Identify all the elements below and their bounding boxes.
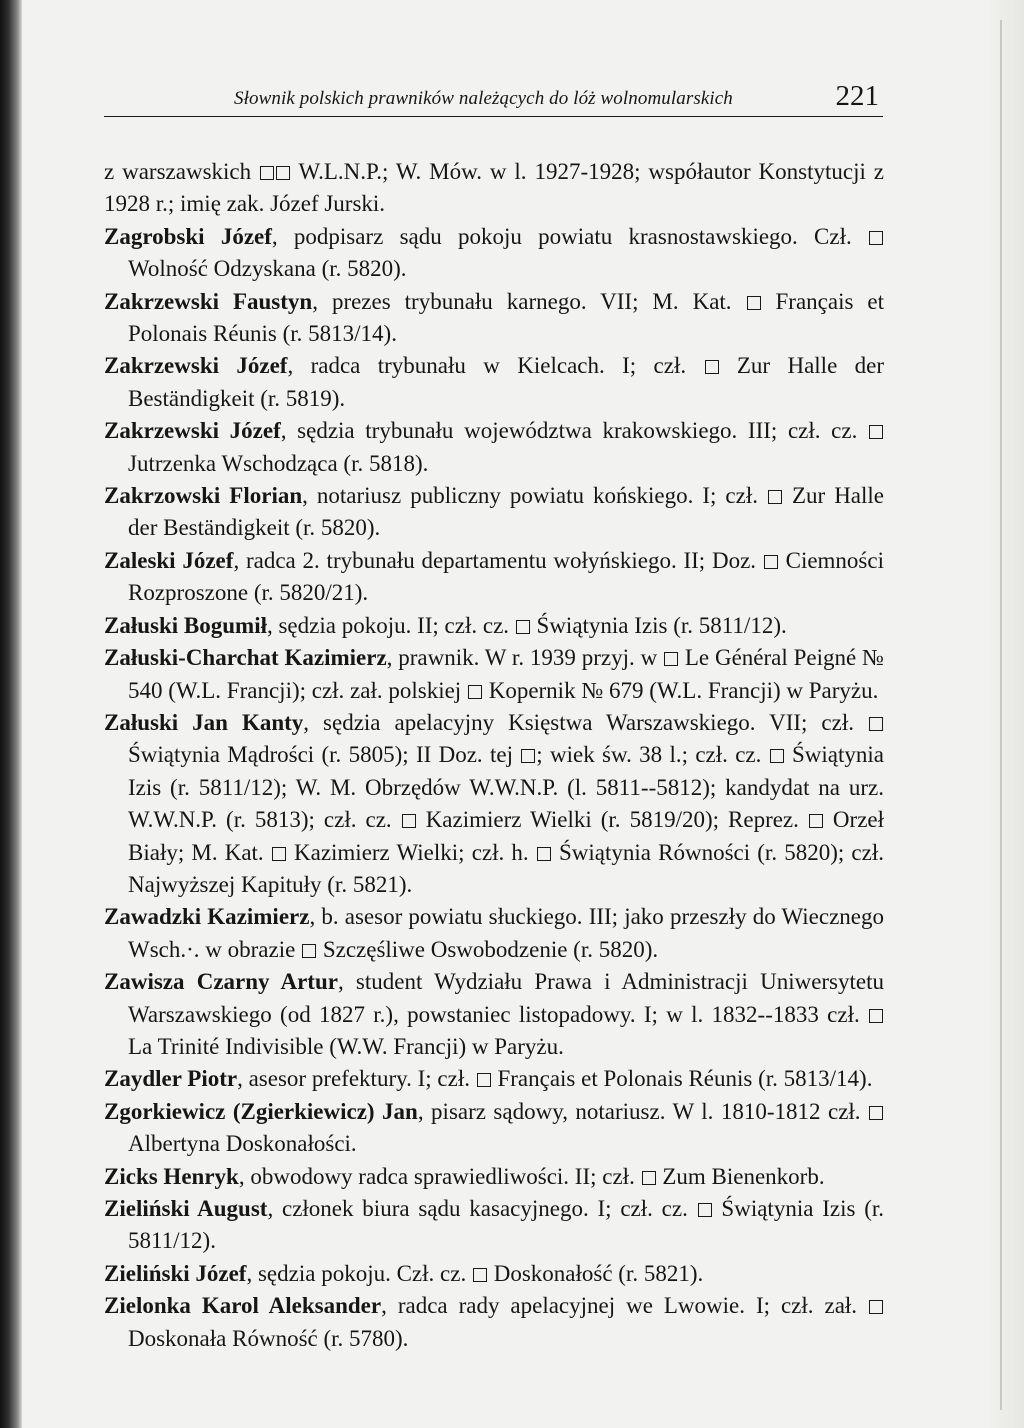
dictionary-entry — [104, 545, 884, 610]
entry-text: Szczęśliwe Oswobodzenie (r. 5820). — [317, 936, 659, 962]
lodge-symbol-icon — [869, 425, 883, 439]
lodge-symbol-icon — [770, 749, 784, 763]
entry-name: Zakrzewski Józef — [104, 418, 281, 444]
dictionary-entry — [104, 286, 884, 351]
entry-text: Orzeł Biały; M. Kat. — [128, 807, 884, 865]
entry-text: , pisarz sądowy, notariusz. W l. 1810-1812 czł. — [417, 1098, 869, 1124]
entry-text: Kazimierz Wielki; czł. h. — [286, 839, 536, 865]
dictionary-entries — [104, 156, 884, 1355]
dictionary-entry — [104, 1063, 884, 1095]
lodge-symbol-icon — [272, 847, 286, 861]
entry-name: Zaydler Piotr — [104, 1066, 238, 1092]
entry-name: Zawisza Czarny Artur — [104, 969, 338, 995]
running-title: Słownik polskich prawników należących do lóż wolnomularskich — [234, 88, 733, 109]
lodge-symbol-icon — [537, 847, 551, 861]
entry-name: Zieliński Józef — [104, 1260, 247, 1286]
dictionary-entry — [104, 221, 884, 286]
entry-name: Załuski Jan Kanty — [104, 709, 304, 735]
lodge-symbol-icon — [768, 490, 782, 504]
entry-text: , b. asesor powiatu słuckiego. III; jako przeszły do Wiecznego Wsch.·. w obrazie — [128, 904, 884, 962]
lodge-symbol-icon — [764, 555, 778, 569]
entry-text: , radca 2. trybunału departamentu wołyńskiego. II; Doz. — [233, 547, 763, 573]
entry-text: Świątynia Izis (r. 5811/12). — [530, 612, 787, 638]
entry-text: , radca rady apelacyjnej we Lwowie. I; czł. zał. — [381, 1293, 869, 1319]
dictionary-entry — [104, 1096, 884, 1161]
entry-text: Kazimierz Wielki (r. 5819/20); Reprez. — [416, 807, 808, 833]
entry-text: Albertyna Doskonałości. — [128, 1131, 357, 1157]
entry-text: z warszawskich — [104, 159, 260, 184]
lodge-symbol-icon — [402, 814, 416, 828]
lodge-symbol-icon — [869, 1106, 883, 1120]
entry-text: , prezes trybunału karnego. VII; M. Kat. — [312, 288, 746, 314]
entry-name: Zaleski Józef — [104, 547, 234, 573]
entry-name: Zicks Henryk — [104, 1163, 239, 1189]
lodge-symbol-icon — [869, 717, 883, 731]
entry-text: , radca trybunału w Kielcach. I; czł. — [287, 353, 704, 379]
lodge-symbol-icon — [869, 231, 883, 245]
entry-name: Zakrzowski Florian — [104, 483, 303, 509]
entry-text: Ciemności Rozproszone (r. 5820/21). — [128, 547, 884, 606]
entry-name: Zgorkiewicz (Zgierkiewicz) Jan — [104, 1098, 418, 1124]
entry-text: Świątynia Izis (r. 5811/12). — [128, 1196, 884, 1254]
entry-text: Świątynia Izis (r. 5811/12); W. M. Obrzędów W.W.N.P. (l. 5811--5812); kandydat na urz. W.W.N.P. (r. 5813); czł. cz. — [128, 742, 884, 833]
entry-name: Załuski-Charchat Kazimierz — [104, 645, 387, 671]
lodge-symbol-icon — [516, 620, 530, 634]
dictionary-entry — [104, 480, 884, 545]
dictionary-entry — [104, 1258, 884, 1290]
entry-name: Załuski Bogumił — [104, 612, 267, 638]
scan-shadow-left — [0, 0, 22, 1428]
lodge-symbol-icon — [747, 296, 761, 310]
entry-text: , sędzia pokoju. Czł. cz. — [246, 1260, 472, 1286]
lodge-symbol-icon — [477, 1073, 491, 1087]
lodge-symbol-icon — [260, 166, 274, 180]
scan-margin-right — [990, 0, 1024, 1428]
dictionary-entry — [104, 350, 884, 415]
entry-text: Doskonałość (r. 5821). — [487, 1260, 704, 1286]
entry-text: Zum Bienenkorb. — [656, 1163, 825, 1189]
entry-name: Zakrzewski Faustyn — [104, 288, 313, 314]
entry-text: Français et Polonais Réunis (r. 5813/14). — [128, 288, 885, 347]
entry-text: Zur Halle der Beständigkeit (r. 5820). — [128, 483, 885, 541]
dictionary-entry — [104, 415, 884, 480]
entry-text: Jutrzenka Wschodząca (r. 5818). — [128, 450, 429, 476]
entry-name: Zagrobski Józef — [104, 223, 272, 249]
dictionary-entry — [104, 1161, 884, 1193]
lodge-symbol-icon — [705, 360, 719, 374]
dictionary-entry — [104, 1193, 884, 1258]
entry-text: Zur Halle der Beständigkeit (r. 5819). — [128, 353, 885, 411]
entry-text: Świątynia Mądrości (r. 5805); II Doz. tej — [128, 742, 521, 768]
lodge-symbol-icon — [698, 1203, 712, 1217]
entry-text: , sędzia pokoju. II; czł. cz. — [266, 612, 515, 638]
dictionary-entry — [104, 966, 884, 1063]
entry-text: , sędzia trybunału województwa krakowskiego. III; czł. cz. — [280, 418, 869, 444]
lodge-symbol-icon — [302, 944, 316, 958]
entry-text: Le Général Peigné № 540 (W.L. Francji); czł. zał. polskiej — [128, 645, 884, 703]
lodge-symbol-icon — [869, 1009, 883, 1023]
entry-text: , sędzia apelacyjny Księstwa Warszawskiego. VII; czł. — [303, 709, 868, 735]
lodge-symbol-icon — [521, 749, 535, 763]
lodge-symbol-icon — [809, 814, 823, 828]
page-number: 221 — [835, 80, 879, 112]
dictionary-entry — [104, 1290, 884, 1355]
entry-text: , notariusz publiczny powiatu końskiego. I; czł. — [302, 483, 767, 509]
entry-text: , asesor prefektury. I; czł. — [237, 1066, 476, 1092]
dictionary-entry — [104, 642, 884, 707]
lodge-symbol-icon — [664, 652, 678, 666]
entry-name: Zakrzewski Józef — [104, 353, 288, 379]
entry-text: , student Wydziału Prawa i Administracji Uniwersytetu Warszawskiego (od 1827 r.), powstaniec listopadowy. I; w l. 1832--1833 czł. — [128, 969, 884, 1027]
entry-text: Doskonała Równość (r. 5780). — [128, 1325, 409, 1351]
lodge-symbol-icon — [468, 685, 482, 699]
entry-text: , prawnik. W r. 1939 przyj. w — [386, 645, 664, 671]
entry-text: Wolność Odzyskana (r. 5820). — [128, 256, 407, 282]
entry-text: Świątynia Równości (r. 5820); czł. Najwyższej Kapituły (r. 5821). — [128, 839, 884, 897]
entry-text: La Trinité Indivisible (W.W. Francji) w Paryżu. — [128, 1033, 564, 1059]
lodge-symbol-icon — [276, 166, 290, 180]
dictionary-entry — [104, 901, 884, 966]
entry-text: Kopernik № 679 (W.L. Francji) w Paryżu. — [482, 677, 879, 703]
dictionary-entry — [104, 707, 884, 901]
entry-text: ; wiek św. 38 l.; czł. cz. — [536, 742, 769, 768]
lodge-symbol-icon — [642, 1171, 656, 1185]
entry-name: Zieliński August — [104, 1196, 268, 1221]
dictionary-entry — [104, 156, 884, 221]
page-header — [104, 78, 883, 117]
entry-text: , obwodowy radca sprawiedliwości. II; czł. — [238, 1163, 641, 1189]
entry-name: Zawadzki Kazimierz — [104, 904, 310, 930]
lodge-symbol-icon — [869, 1300, 883, 1314]
entry-text: Français et Polonais Réunis (r. 5813/14). — [491, 1066, 873, 1092]
entry-name: Zielonka Karol Aleksander — [104, 1293, 382, 1319]
entry-text: , podpisarz sądu pokoju powiatu krasnostawskiego. Czł. — [271, 223, 869, 249]
dictionary-entry — [104, 610, 884, 642]
entry-text: W.L.N.P.; W. Mów. w l. 1927-1928; współautor Konstytucji z 1928 r.; imię zak. Józef Jurski. — [104, 159, 884, 217]
entry-text: , członek biura sądu kasacyjnego. I; czł. cz. — [267, 1196, 697, 1221]
lodge-symbol-icon — [473, 1268, 487, 1282]
